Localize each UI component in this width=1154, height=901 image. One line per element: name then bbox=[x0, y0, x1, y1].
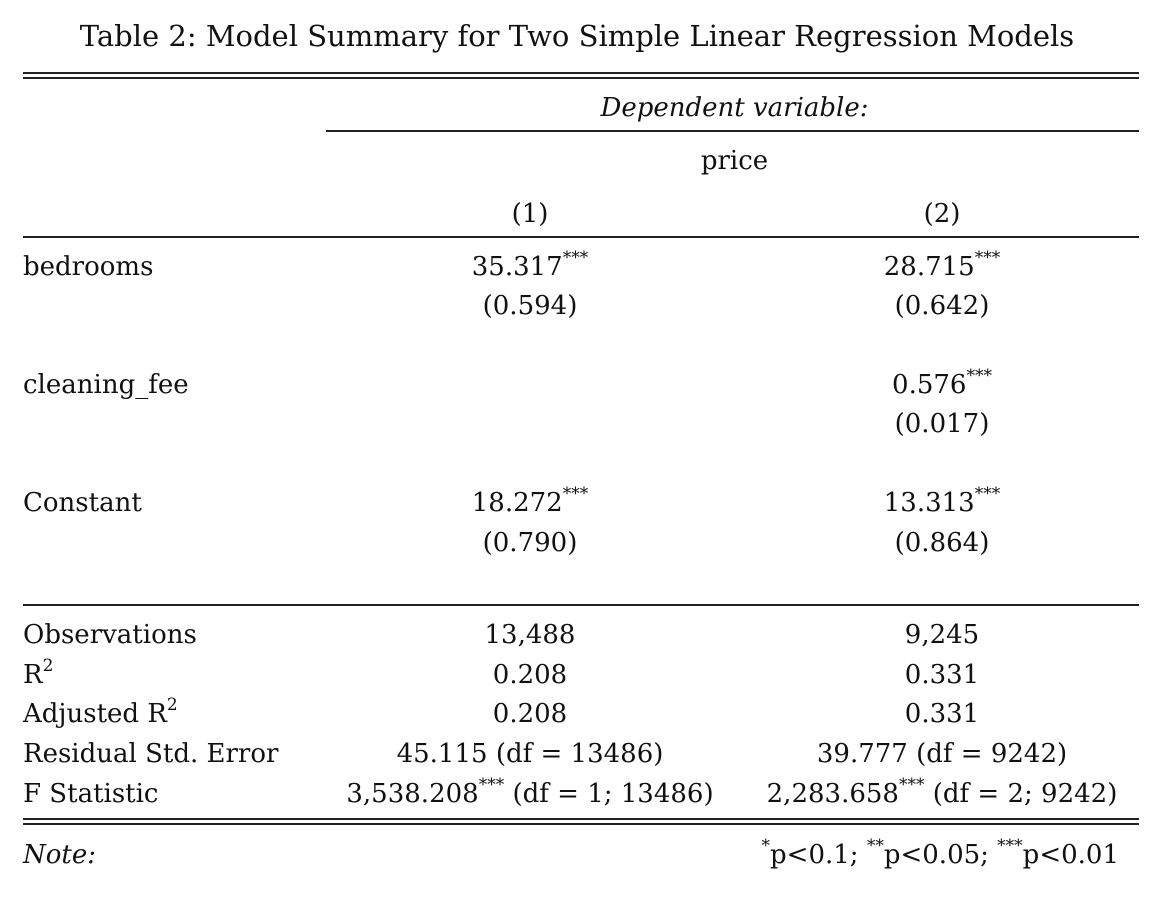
r2-m1: 0.208 bbox=[492, 660, 568, 690]
constant-m1-estimate bbox=[330, 486, 730, 520]
row-label-bedrooms: bedrooms bbox=[23, 252, 154, 282]
label-superscript: 2 bbox=[166, 695, 178, 716]
dependent-variable-name: price bbox=[700, 146, 769, 176]
note-star: *** bbox=[997, 836, 1023, 857]
model-1-header: (1) bbox=[511, 199, 549, 229]
f-df: (df = 1; 13486) bbox=[504, 779, 714, 809]
bedrooms-m2-se: (0.642) bbox=[894, 291, 990, 321]
stats-rule bbox=[23, 604, 1139, 606]
note-text: p<0.1; bbox=[770, 840, 867, 870]
bedrooms-m1-se: (0.594) bbox=[482, 291, 578, 321]
bottom-rule-2 bbox=[23, 823, 1139, 825]
note-text: p<0.01 bbox=[1022, 840, 1119, 870]
significance-stars: *** bbox=[974, 248, 1001, 269]
model-2-header: (2) bbox=[923, 199, 961, 229]
row-label-constant: Constant bbox=[23, 488, 142, 518]
f-df: (df = 2; 9242) bbox=[924, 779, 1118, 809]
note-text: p<0.05; bbox=[883, 840, 998, 870]
label-superscript: 2 bbox=[42, 656, 54, 677]
row-label-adjusted-r2 bbox=[23, 697, 178, 731]
estimate-value: 13.313 bbox=[883, 488, 975, 518]
constant-m1-se: (0.790) bbox=[482, 528, 578, 558]
residual-se-m1: 45.115 (df = 13486) bbox=[396, 739, 664, 769]
note-label: Note: bbox=[23, 840, 96, 870]
row-label-f-statistic: F Statistic bbox=[23, 779, 159, 809]
adjusted-r2-m1: 0.208 bbox=[492, 699, 568, 729]
label-base: Adjusted R bbox=[23, 699, 167, 729]
significance-stars: *** bbox=[974, 484, 1001, 505]
top-rule-2 bbox=[23, 77, 1139, 79]
header-rule bbox=[23, 236, 1139, 238]
estimate-value: 28.715 bbox=[883, 252, 975, 282]
adjusted-r2-m2: 0.331 bbox=[904, 699, 980, 729]
bottom-rule-1 bbox=[23, 818, 1139, 820]
f-value: 2,283.658 bbox=[766, 779, 899, 809]
significance-stars: *** bbox=[966, 366, 992, 387]
dependent-variable-label: Dependent variable: bbox=[600, 93, 869, 123]
estimate-value: 18.272 bbox=[471, 488, 563, 518]
dependent-variable-rule bbox=[326, 130, 1139, 132]
significance-note bbox=[762, 838, 1119, 872]
row-label-r2 bbox=[23, 658, 53, 692]
row-label-residual-se: Residual Std. Error bbox=[23, 739, 279, 769]
row-label-observations: Observations bbox=[23, 620, 197, 650]
f-statistic-m1 bbox=[330, 777, 730, 811]
estimate-value: 0.576 bbox=[892, 370, 967, 400]
f-statistic-m2 bbox=[742, 777, 1142, 811]
f-value: 3,538.208 bbox=[346, 779, 479, 809]
cleaning-fee-m2-se: (0.017) bbox=[894, 409, 990, 439]
note-star: ** bbox=[866, 836, 884, 857]
significance-stars: *** bbox=[898, 775, 925, 796]
bedrooms-m2-estimate bbox=[742, 250, 1142, 284]
label-base: R bbox=[23, 660, 43, 690]
significance-stars: *** bbox=[562, 248, 589, 269]
r2-m2: 0.331 bbox=[904, 660, 980, 690]
top-rule-1 bbox=[23, 72, 1139, 74]
estimate-value: 35.317 bbox=[471, 252, 563, 282]
residual-se-m2: 39.777 (df = 9242) bbox=[816, 739, 1068, 769]
observations-m2: 9,245 bbox=[904, 620, 980, 650]
table-caption: Table 2: Model Summary for Two Simple Linear Regression Models bbox=[79, 19, 1075, 53]
constant-m2-estimate bbox=[742, 486, 1142, 520]
bedrooms-m1-estimate bbox=[330, 250, 730, 284]
significance-stars: *** bbox=[562, 484, 589, 505]
note-star: * bbox=[761, 836, 771, 857]
observations-m1: 13,488 bbox=[484, 620, 576, 650]
significance-stars: *** bbox=[478, 775, 505, 796]
constant-m2-se: (0.864) bbox=[894, 528, 990, 558]
row-label-cleaning-fee: cleaning_fee bbox=[23, 370, 189, 400]
cleaning-fee-m2-estimate bbox=[742, 368, 1142, 402]
